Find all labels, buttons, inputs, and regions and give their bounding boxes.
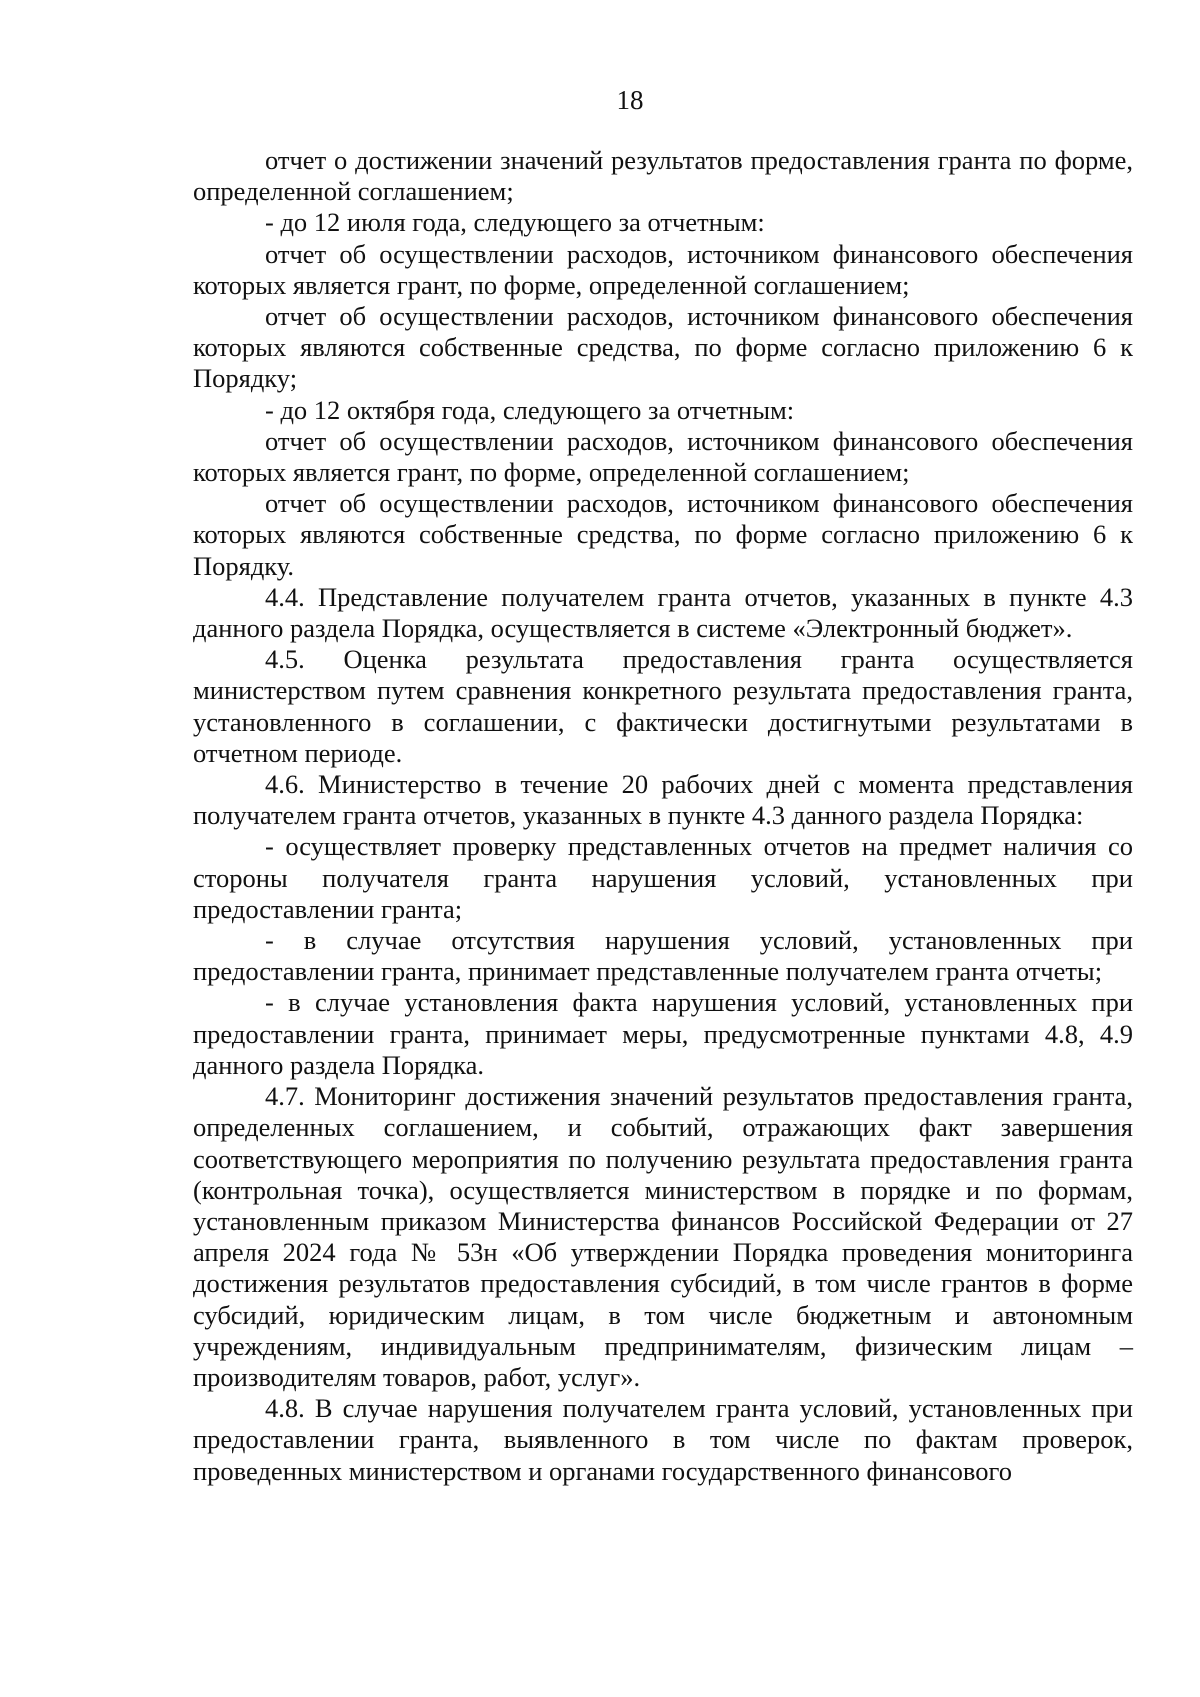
paragraph: отчет об осуществлении расходов, источником финансового обеспечения которых является грант, по форме, определенной соглашением;	[193, 425, 1133, 488]
page-number: 18	[616, 85, 644, 115]
paragraph: - до 12 июля года, следующего за отчетным:	[265, 207, 765, 238]
paragraph: - в случае установления факта нарушения условий, установленных при предоставлении гранта, принимает меры, предусмотренные пунктами 4.8, 4.9 данного раздела Порядка.	[193, 987, 1133, 1080]
paragraph: отчет о достижении значений результатов предоставления гранта по форме, определенной соглашением;	[193, 145, 1133, 207]
paragraph: 4.5. Оценка результата предоставления гранта осуществляется министерством путем сравнения конкретного результата предоставления гранта, установленного в соглашении, с фактически достигнутыми результатами в отчетном периоде.	[193, 644, 1133, 768]
paragraph: 4.8. В случае нарушения получателем гранта условий, установленных при предоставлении гранта, выявленного в том числе по фактам проверок, проведенных министерством и органами государственного финансового	[193, 1393, 1133, 1486]
paragraph: 4.7. Мониторинг достижения значений результатов предоставления гранта, определенных соглашением, и событий, отражающих факт завершения соответствующего мероприятия по получению результата предоставления гранта (контрольная точка), осуществляется министерством в порядке и по формам, установленным приказом Министерства финансов Российской Федерации от 27 апреля 2024 года № 53н «Об утверждении Порядка проведения мониторинга достижения результатов предоставления субсидий, в том числе грантов в форме субсидий, юридическим лицам, в том числе бюджетным и автономным учреждениям, индивидуальным предпринимателям, физическим лицам – производителям товаров, работ, услуг».	[193, 1081, 1133, 1392]
paragraph: 4.6. Министерство в течение 20 рабочих дней с момента представления получателем гранта отчетов, указанных в пункте 4.3 данного раздела Порядка:	[193, 769, 1133, 831]
paragraph: 4.4. Представление получателем гранта отчетов, указанных в пункте 4.3 данного раздела Порядка, осуществляется в системе «Электронный бюджет».	[193, 581, 1133, 644]
paragraph: - осуществляет проверку представленных отчетов на предмет наличия со стороны получателя гранта нарушения условий, установленных при предоставлении гранта;	[193, 831, 1133, 924]
paragraph: отчет об осуществлении расходов, источником финансового обеспечения которых являются собственные средства, по форме согласно приложению 6 к Порядку;	[193, 301, 1133, 394]
paragraph: - в случае отсутствия нарушения условий, установленных при предоставлении гранта, принимает представленные получателем гранта отчеты;	[193, 925, 1133, 987]
paragraph: отчет об осуществлении расходов, источником финансового обеспечения которых является грант, по форме, определенной соглашением;	[193, 238, 1133, 300]
paragraph: отчет об осуществлении расходов, источником финансового обеспечения которых являются собственные средства, по форме согласно приложению 6 к Порядку.	[193, 488, 1133, 581]
paragraph: - до 12 октября года, следующего за отчетным:	[265, 394, 795, 425]
document-body	[193, 145, 1133, 1487]
